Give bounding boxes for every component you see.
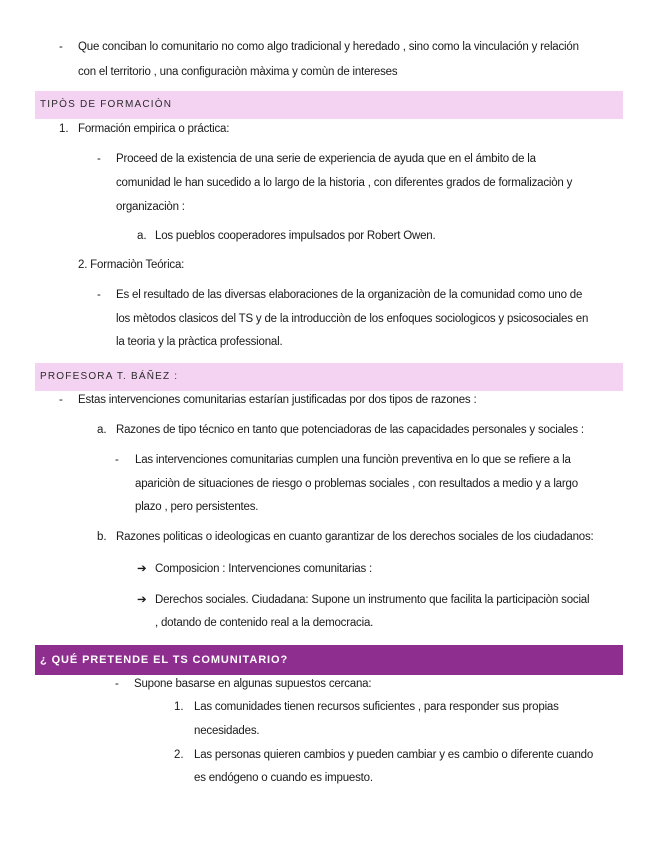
tipos-item-1-title: Formación empirica o práctica:	[78, 123, 230, 135]
dash-bullet: -	[115, 678, 119, 690]
dash-bullet: -	[59, 394, 63, 406]
profesora-a-line-1: Las intervenciones comunitarias cumplen una funciòn preventiva en lo que se refiere a la	[135, 454, 571, 466]
list-number: 2.	[174, 749, 184, 761]
dash-bullet: -	[97, 153, 101, 165]
arrow-bullet-icon: ➔	[137, 594, 147, 606]
tipos-item-2-line-3: la teoria y la pràctica professional.	[116, 336, 283, 348]
profesora-a-line-2: apariciòn de situaciones de riesgo o problemas sociales , con resultados a medio y a largo	[135, 478, 578, 490]
profesora-b-arrow-1: Composicion : Intervenciones comunitarias :	[155, 563, 373, 575]
list-letter: a.	[137, 230, 147, 242]
dash-bullet: -	[115, 454, 119, 466]
tipos-item-1-line-1: Proceed de la existencia de una serie de experiencia de ayuda que en el ámbito de la	[116, 153, 536, 165]
dash-bullet: -	[59, 41, 63, 53]
profesora-intro: Estas intervenciones comunitarias estarían justificadas por dos tipos de razones :	[78, 394, 477, 406]
list-letter: a.	[97, 424, 107, 436]
tipos-item-2-line-2: los mètodos clasicos del TS y de la introducciòn de los enfoques sociologicos y psicosociales en	[116, 313, 589, 325]
profesora-reason-b: Razones politicas o ideologicas en cuanto garantizar de los derechos sociales de los ciudadanos:	[116, 531, 594, 543]
tipos-item-1-sub-a: Los pueblos cooperadores impulsados por Robert Owen.	[155, 230, 436, 242]
tipos-item-2-line-1: Es el resultado de las diversas elaboraciones de la organizaciòn de la comunidad como uno de	[116, 289, 583, 301]
intro-line-1: Que conciban lo comunitario no como algo tradicional y heredado , sino como la vinculación y relación	[78, 41, 579, 53]
list-number: 1.	[174, 701, 184, 713]
profesora-a-line-3: plazo , pero persistentes.	[135, 501, 259, 513]
pretende-intro: Supone basarse en algunas supuestos cercana:	[134, 678, 372, 690]
section-heading-profesora: PROFESORA T. BÁÑEZ :	[35, 363, 623, 391]
pretende-item-1-line-2: necesidades.	[194, 725, 260, 737]
tipos-item-1-line-2: comunidad le han sucedido a lo largo de la historia , con diferentes grados de formalizaciòn y	[116, 177, 573, 189]
dash-bullet: -	[97, 289, 101, 301]
arrow-bullet-icon: ➔	[137, 563, 147, 575]
tipos-item-1-line-3: organizaciòn :	[116, 201, 185, 213]
pretende-item-2-line-2: es endógeno o cuando es impuesto.	[194, 772, 373, 784]
pretende-item-2-line-1: Las personas quieren cambios y pueden cambiar y es cambio o diferente cuando	[194, 749, 594, 761]
profesora-b-arrow-2-line-2: , dotando de contenido real a la democracia.	[155, 617, 374, 629]
list-number: 1.	[59, 123, 69, 135]
pretende-item-1-line-1: Las comunidades tienen recursos suficientes , para responder sus propias	[194, 701, 559, 713]
profesora-b-arrow-2-line-1: Derechos sociales. Ciudadana: Supone un instrumento que facilita la participaciòn social	[155, 594, 590, 606]
section-heading-tipos: TIPÒS DE FORMACIÒN	[35, 91, 623, 119]
tipos-item-2-title: 2. Formaciòn Teórica:	[78, 259, 185, 271]
intro-line-2: con el territorio , una configuraciòn màxima y comùn de intereses	[78, 66, 398, 78]
list-letter: b.	[97, 531, 107, 543]
profesora-reason-a: Razones de tipo técnico en tanto que potenciadoras de las capacidades personales y sociales :	[116, 424, 584, 436]
section-heading-pretende: ¿ QUÉ PRETENDE EL TS COMUNITARIO?	[35, 645, 623, 675]
